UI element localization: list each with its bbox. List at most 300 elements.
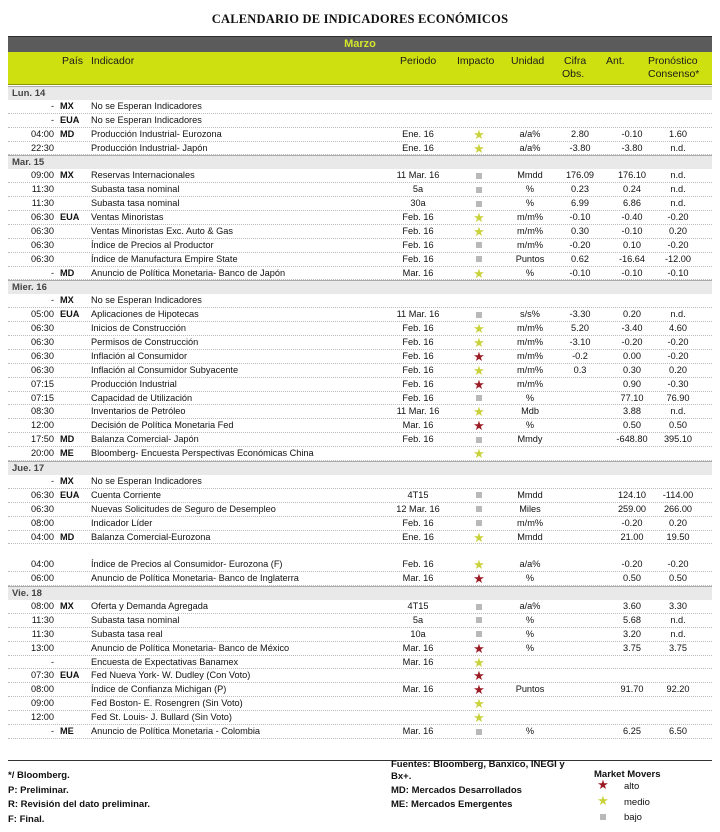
- ant-cell: 6.25: [623, 725, 641, 736]
- time-cell: -: [50, 267, 54, 278]
- forecast-cell: 1.60: [669, 128, 687, 139]
- time-cell: 06:30: [31, 212, 54, 223]
- time-cell: 06:30: [31, 364, 54, 375]
- star-mid-icon: ★: [473, 140, 485, 156]
- footnote-preliminar: P: Preliminar.: [8, 785, 69, 796]
- unit-cell: %: [525, 184, 535, 195]
- star-high-icon: ★: [597, 777, 609, 792]
- unit-cell: m/m%: [516, 350, 544, 361]
- ant-cell: -0.10: [621, 225, 643, 236]
- period-cell: 11 Mar. 16: [396, 170, 440, 181]
- forecast-cell: n.d.: [670, 628, 686, 639]
- country-cell: EUA: [60, 212, 80, 223]
- table-row: [8, 669, 712, 683]
- day-header-row: [8, 155, 712, 169]
- square-low-icon: [466, 183, 492, 197]
- unit-cell: %: [525, 642, 535, 653]
- table-row: [8, 211, 712, 225]
- country-cell: EUA: [60, 489, 80, 500]
- page-title: CALENDARIO DE INDICADORES ECONÓMICOS: [211, 12, 509, 26]
- obs-cell: -0.2: [572, 350, 588, 361]
- period-cell: 11 Mar. 16: [396, 309, 440, 320]
- star-high-icon: ★: [473, 376, 485, 392]
- forecast-cell: 0.20: [669, 517, 687, 528]
- forecast-cell: -0.20: [667, 337, 689, 348]
- time-cell: -: [50, 100, 54, 111]
- header-unidad: Unidad: [511, 55, 545, 67]
- indicator-cell: Cuenta Corriente: [91, 489, 161, 500]
- table-row: [8, 683, 712, 697]
- period-cell: Ene. 16: [402, 128, 434, 139]
- obs-cell: -0.10: [569, 212, 591, 223]
- indicator-cell: Inicios de Construcción: [91, 323, 186, 334]
- country-cell: ME: [60, 448, 74, 459]
- time-cell: 08:00: [31, 600, 54, 611]
- indicator-cell: No se Esperan Indicadores: [91, 114, 202, 125]
- forecast-cell: 3.75: [669, 642, 687, 653]
- period-cell: 11 Mar. 16: [396, 406, 440, 417]
- forecast-cell: 3.30: [669, 600, 687, 611]
- star-mid-icon: ★: [473, 321, 485, 337]
- square-low-icon: [466, 239, 492, 253]
- indicator-cell: Índice de Manufactura Empire State: [91, 253, 238, 264]
- table-row: [8, 350, 712, 364]
- indicator-cell: Subasta tasa nominal: [91, 184, 180, 195]
- obs-cell: -3.10: [569, 337, 591, 348]
- period-cell: 5a: [412, 184, 424, 195]
- time-cell: 06:30: [31, 239, 54, 250]
- table-row: [8, 197, 712, 211]
- time-cell: 07:30: [31, 670, 54, 681]
- table-row: [8, 531, 712, 545]
- time-cell: 06:00: [31, 573, 54, 584]
- table-row: [8, 558, 712, 572]
- time-cell: 07:15: [31, 378, 54, 389]
- day-label: Lun. 14: [12, 88, 46, 99]
- obs-cell: 0.62: [571, 253, 589, 264]
- unit-cell: a/a%: [519, 142, 541, 153]
- star-mid-icon: ★: [473, 210, 485, 226]
- spacer-row: [8, 544, 712, 558]
- obs-cell: 5.20: [571, 323, 589, 334]
- star-mid-icon: ★: [473, 654, 485, 670]
- period-cell: Mar. 16: [402, 725, 434, 736]
- day-label: Mar. 15: [12, 157, 45, 169]
- square-low-icon: [466, 197, 492, 211]
- forecast-cell: 6.50: [669, 725, 687, 736]
- square-low-icon: [466, 169, 492, 183]
- ant-cell: 124.10: [617, 489, 647, 500]
- square-low-icon: [466, 614, 492, 628]
- ant-cell: 0.20: [623, 309, 641, 320]
- star-mid-icon: ★: [473, 223, 485, 239]
- obs-cell: 0.30: [571, 225, 589, 236]
- day-header-row: [8, 461, 712, 475]
- forecast-cell: 0.20: [669, 364, 687, 375]
- ant-cell: -0.10: [621, 267, 643, 278]
- ant-cell: 21.00: [620, 531, 644, 542]
- indicator-cell: Indicador Líder: [91, 517, 153, 528]
- ant-cell: 259.00: [617, 503, 647, 514]
- obs-cell: -0.20: [569, 239, 591, 250]
- indicator-cell: Reservas Internacionales: [91, 170, 195, 181]
- indicator-cell: Anuncio de Política Monetaria- Banco de Inglaterra: [91, 573, 299, 584]
- period-cell: Ene. 16: [402, 531, 434, 542]
- indicator-cell: Inflación al Consumidor: [91, 350, 188, 361]
- forecast-cell: 0.50: [669, 420, 687, 431]
- time-cell: -: [50, 114, 54, 125]
- table-row: [8, 253, 712, 267]
- time-cell: 04:00: [31, 559, 54, 570]
- forecast-cell: -0.30: [667, 378, 689, 389]
- period-cell: Feb. 16: [402, 225, 434, 236]
- time-cell: -: [50, 475, 54, 486]
- square-low-icon: [466, 517, 492, 531]
- period-cell: 12 Mar. 16: [396, 503, 440, 514]
- indicator-cell: Permisos de Construcción: [91, 337, 199, 348]
- period-cell: Feb. 16: [402, 392, 434, 403]
- country-cell: EUA: [60, 670, 80, 681]
- period-cell: Feb. 16: [402, 378, 434, 389]
- country-cell: MX: [60, 100, 74, 111]
- time-cell: 11:30: [31, 198, 54, 209]
- indicator-cell: Ventas Minoristas Exc. Auto & Gas: [91, 225, 233, 236]
- table-row: [8, 183, 712, 197]
- unit-cell: %: [525, 267, 535, 278]
- time-cell: 17:50: [31, 434, 54, 445]
- country-cell: MX: [60, 170, 74, 181]
- unit-cell: Mmdy: [517, 434, 543, 445]
- forecast-cell: n.d.: [670, 198, 686, 209]
- indicator-cell: Oferta y Demanda Agregada: [91, 600, 208, 611]
- period-cell: Mar. 16: [402, 642, 434, 653]
- indicator-cell: Balanza Comercial- Japón: [91, 434, 199, 445]
- period-cell: Feb. 16: [402, 517, 434, 528]
- unit-cell: Mmdd: [517, 170, 543, 181]
- indicator-cell: Índice de Precios al Consumidor- Eurozona (F): [91, 559, 283, 570]
- ant-cell: 91.70: [620, 684, 644, 695]
- indicator-cell: Subasta tasa nominal: [91, 198, 180, 209]
- table-row: [8, 517, 712, 531]
- legend-medio-label: medio: [624, 797, 650, 808]
- note-me: ME: Mercados Emergentes: [391, 799, 513, 810]
- time-cell: 06:30: [31, 350, 54, 361]
- footnote-final: F: Final.: [8, 814, 45, 825]
- period-cell: Feb. 16: [402, 212, 434, 223]
- indicator-cell: Subasta tasa nominal: [91, 614, 180, 625]
- unit-cell: m/m%: [516, 517, 544, 528]
- indicator-cell: Encuesta de Expectativas Banamex: [91, 656, 239, 667]
- footnote-bloomberg: */ Bloomberg.: [8, 770, 70, 781]
- table-row: [8, 711, 712, 725]
- legend-alto-label: alto: [624, 781, 640, 792]
- period-cell: Ene. 16: [402, 142, 434, 153]
- indicator-cell: No se Esperan Indicadores: [91, 475, 202, 486]
- unit-cell: m/m%: [516, 225, 544, 236]
- forecast-cell: -0.10: [667, 267, 689, 278]
- time-cell: 06:30: [31, 225, 54, 236]
- table-row: [8, 128, 712, 142]
- indicator-cell: Nuevas Solicitudes de Seguro de Desempleo: [91, 503, 276, 514]
- indicator-cell: Anuncio de Política Monetaria - Colombia: [91, 725, 261, 736]
- time-cell: 08:00: [31, 517, 54, 528]
- footer-divider: [8, 760, 712, 761]
- square-low-icon: [466, 600, 492, 614]
- forecast-cell: 76.90: [666, 392, 690, 403]
- ant-cell: 0.90: [623, 378, 641, 389]
- unit-cell: a/a%: [519, 559, 541, 570]
- time-cell: 06:30: [31, 323, 54, 334]
- table-row: [8, 656, 712, 670]
- star-mid-icon: ★: [473, 710, 485, 726]
- header-ant: Ant.: [606, 55, 625, 67]
- table-row: [8, 169, 712, 183]
- indicator-cell: Subasta tasa real: [91, 628, 163, 639]
- star-mid-icon: ★: [473, 529, 485, 545]
- indicator-cell: Producción Industrial- Japón: [91, 142, 208, 153]
- table-row: [8, 725, 712, 739]
- unit-cell: a/a%: [519, 128, 541, 139]
- unit-cell: %: [525, 614, 535, 625]
- country-cell: ME: [60, 725, 74, 736]
- indicator-cell: Balanza Comercial-Eurozona: [91, 531, 211, 542]
- obs-cell: 2.80: [571, 128, 589, 139]
- table-row: [8, 100, 712, 114]
- unit-cell: m/m%: [516, 239, 544, 250]
- forecast-cell: n.d.: [670, 614, 686, 625]
- forecast-cell: 0.20: [669, 225, 687, 236]
- country-cell: MX: [60, 475, 74, 486]
- ant-cell: -0.20: [621, 517, 643, 528]
- country-cell: MD: [60, 531, 75, 542]
- legend-bajo-label: bajo: [624, 812, 642, 823]
- ant-cell: 0.24: [623, 184, 641, 195]
- table-row: [8, 433, 712, 447]
- time-cell: 20:00: [31, 448, 54, 459]
- unit-cell: m/m%: [516, 337, 544, 348]
- period-cell: Feb. 16: [402, 559, 434, 570]
- country-cell: MD: [60, 267, 75, 278]
- table-row: [8, 267, 712, 281]
- period-cell: Mar. 16: [402, 573, 434, 584]
- star-mid-icon: ★: [473, 404, 485, 420]
- time-cell: 06:30: [31, 503, 54, 514]
- forecast-cell: n.d.: [670, 170, 686, 181]
- table-row: [8, 336, 712, 350]
- ant-cell: 0.00: [623, 350, 641, 361]
- forecast-cell: -0.20: [667, 239, 689, 250]
- obs-cell: -3.80: [569, 142, 591, 153]
- month-bar: [8, 36, 712, 52]
- star-mid-icon: ★: [473, 265, 485, 281]
- indicator-cell: Producción Industrial- Eurozona: [91, 128, 222, 139]
- ant-cell: 0.50: [623, 573, 641, 584]
- table-header: [8, 52, 712, 85]
- star-high-icon: ★: [473, 418, 485, 434]
- forecast-cell: 92.20: [666, 684, 690, 695]
- square-low-icon: [466, 489, 492, 503]
- indicator-cell: No se Esperan Indicadores: [91, 100, 202, 111]
- time-cell: 06:30: [31, 337, 54, 348]
- header-impacto: Impacto: [457, 55, 495, 67]
- time-cell: 04:00: [31, 128, 54, 139]
- country-cell: MD: [60, 434, 75, 445]
- footnote-revision: R: Revisión del dato preliminar.: [8, 799, 151, 810]
- forecast-cell: n.d.: [670, 309, 686, 320]
- table-row: [8, 614, 712, 628]
- time-cell: 08:30: [31, 406, 54, 417]
- forecast-cell: 395.10: [663, 434, 693, 445]
- table-row: [8, 239, 712, 253]
- ant-cell: 0.30: [623, 364, 641, 375]
- period-cell: Feb. 16: [402, 364, 434, 375]
- square-low-icon: [596, 812, 610, 823]
- forecast-cell: 0.50: [669, 573, 687, 584]
- star-high-icon: ★: [473, 640, 485, 656]
- day-header-row: [8, 586, 712, 600]
- indicator-cell: Fed St. Louis- J. Bullard (Sin Voto): [91, 712, 232, 723]
- table-row: [8, 225, 712, 239]
- header-consenso: Consenso*: [648, 68, 700, 80]
- star-mid-icon: ★: [473, 126, 485, 142]
- square-low-icon: [466, 628, 492, 642]
- unit-cell: %: [525, 392, 535, 403]
- period-cell: Feb. 16: [402, 434, 434, 445]
- unit-cell: m/m%: [516, 323, 544, 334]
- header-periodo: Periodo: [400, 55, 437, 67]
- star-mid-icon: ★: [473, 557, 485, 573]
- time-cell: 11:30: [31, 614, 54, 625]
- forecast-cell: -0.20: [667, 559, 689, 570]
- period-cell: 10a: [410, 628, 426, 639]
- obs-cell: 0.23: [571, 184, 589, 195]
- unit-cell: %: [525, 628, 535, 639]
- indicator-cell: Anuncio de Política Monetaria- Banco de México: [91, 642, 290, 653]
- ant-cell: 3.20: [623, 628, 641, 639]
- ant-cell: -0.20: [621, 337, 643, 348]
- ant-cell: 0.10: [623, 239, 641, 250]
- unit-cell: %: [525, 573, 535, 584]
- indicator-cell: Inflación al Consumidor Subyacente: [91, 364, 239, 375]
- ant-cell: 5.68: [623, 614, 641, 625]
- country-cell: EUA: [60, 114, 80, 125]
- unit-cell: %: [525, 725, 535, 736]
- period-cell: Mar. 16: [402, 420, 434, 431]
- period-cell: Mar. 16: [402, 656, 434, 667]
- time-cell: 22:30: [31, 142, 54, 153]
- time-cell: 07:15: [31, 392, 54, 403]
- country-cell: EUA: [60, 309, 80, 320]
- indicator-cell: No se Esperan Indicadores: [91, 295, 202, 306]
- indicator-cell: Fed Boston- E. Rosengren (Sin Voto): [91, 698, 243, 709]
- forecast-cell: n.d.: [670, 184, 686, 195]
- unit-cell: %: [525, 198, 535, 209]
- table-row: [8, 503, 712, 517]
- period-cell: 5a: [412, 614, 424, 625]
- star-high-icon: ★: [473, 668, 485, 684]
- unit-cell: Puntos: [515, 684, 545, 695]
- month-label: Marzo: [344, 38, 376, 50]
- square-low-icon: [466, 308, 492, 322]
- star-high-icon: ★: [473, 571, 485, 587]
- time-cell: 06:30: [31, 253, 54, 264]
- ant-cell: 0.50: [623, 420, 641, 431]
- forecast-cell: -0.20: [667, 350, 689, 361]
- indicator-cell: Capacidad de Utilización: [91, 392, 193, 403]
- ant-cell: -0.20: [621, 559, 643, 570]
- table-row: [8, 142, 712, 156]
- note-md: MD: Mercados Desarrollados: [391, 785, 522, 796]
- forecast-cell: -12.00: [664, 253, 692, 264]
- ant-cell: 3.60: [623, 600, 641, 611]
- forecast-cell: n.d.: [670, 142, 686, 153]
- unit-cell: Mmdd: [517, 489, 543, 500]
- square-low-icon: [466, 503, 492, 517]
- ant-cell: 6.86: [623, 198, 641, 209]
- table-row: [8, 697, 712, 711]
- square-low-icon: [466, 253, 492, 267]
- period-cell: Feb. 16: [402, 323, 434, 334]
- table-row: [8, 642, 712, 656]
- square-low-icon: [466, 392, 492, 406]
- obs-cell: 176.09: [565, 170, 595, 181]
- ant-cell: -3.40: [621, 323, 643, 334]
- unit-cell: s/s%: [520, 309, 540, 320]
- table-row: [8, 364, 712, 378]
- square-low-icon: [466, 433, 492, 447]
- table-row: [8, 475, 712, 489]
- indicator-cell: Decisión de Política Monetaria Fed: [91, 420, 234, 431]
- table-row: [8, 489, 712, 503]
- obs-cell: 0.3: [573, 364, 587, 375]
- time-cell: 11:30: [31, 184, 54, 195]
- table-row: [8, 114, 712, 128]
- star-high-icon: ★: [473, 348, 485, 364]
- legend-title: Market Movers: [594, 769, 661, 780]
- country-cell: MD: [60, 128, 75, 139]
- country-cell: MX: [60, 295, 74, 306]
- indicator-cell: Fed Nueva York- W. Dudley (Con Voto): [91, 670, 251, 681]
- table-row: [8, 308, 712, 322]
- sources-line-1: Fuentes: Bloomberg, Banxico, INEGI y: [391, 759, 565, 770]
- star-mid-icon: ★: [473, 446, 485, 462]
- sources-line-2: Bx+.: [391, 771, 412, 782]
- ant-cell: 77.10: [620, 392, 644, 403]
- table-row: [8, 322, 712, 336]
- time-cell: 04:00: [31, 531, 54, 542]
- ant-cell: 176.10: [617, 170, 647, 181]
- table-row: [8, 600, 712, 614]
- day-label: Vie. 18: [12, 588, 42, 600]
- unit-cell: m/m%: [516, 212, 544, 223]
- table-row: [8, 378, 712, 392]
- period-cell: Feb. 16: [402, 337, 434, 348]
- period-cell: 4T15: [407, 600, 429, 611]
- unit-cell: Mdb: [521, 406, 539, 417]
- time-cell: -: [50, 295, 54, 306]
- indicator-cell: Índice de Confianza Michigan (P): [91, 684, 227, 695]
- table-row: [8, 572, 712, 586]
- ant-cell: -648.80: [616, 434, 648, 445]
- forecast-cell: 19.50: [666, 531, 690, 542]
- ant-cell: -3.80: [621, 142, 643, 153]
- indicator-cell: Índice de Precios al Productor: [91, 239, 214, 250]
- unit-cell: a/a%: [519, 600, 541, 611]
- time-cell: 13:00: [31, 642, 54, 653]
- indicator-cell: Inventarios de Petróleo: [91, 406, 186, 417]
- country-cell: MX: [60, 600, 74, 611]
- table-row: [8, 628, 712, 642]
